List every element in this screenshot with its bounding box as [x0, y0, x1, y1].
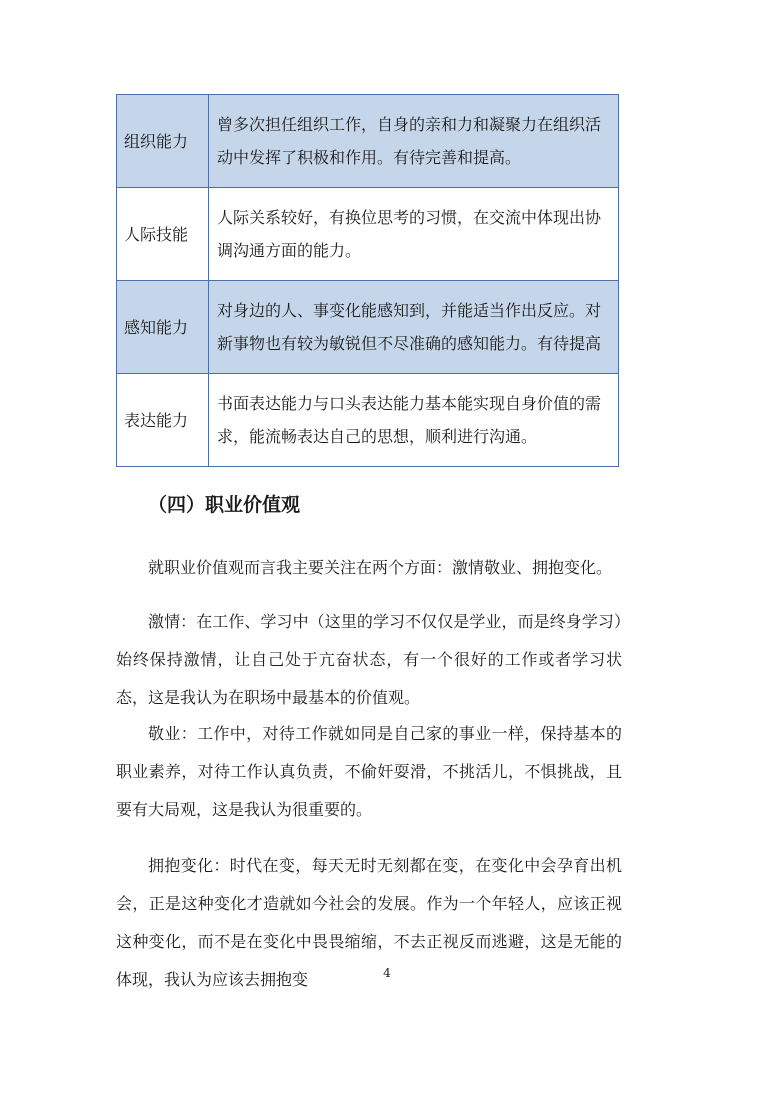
ability-label: 组织能力: [117, 95, 209, 188]
ability-description: 人际关系较好，有换位思考的习惯，在交流中体现出协调沟通方面的能力。: [209, 188, 619, 281]
paragraph-intro: 就职业价值观而言我主要关注在两个方面：激情敬业、拥抱变化。: [148, 558, 613, 577]
ability-description: 书面表达能力与口头表达能力基本能实现自身价值的需求，能流畅表达自己的思想，顺利进行沟通。: [209, 374, 619, 467]
table-row-organization: [117, 95, 619, 188]
ability-label: 人际技能: [117, 188, 209, 281]
paragraph-dedication: 敬业：工作中，对待工作就如同是自己家的事业一样，保持基本的职业素养，对待工作认真负责，不偷奸耍滑，不挑活儿，不惧挑战，且要有大局观，这是我认为很重要的。: [116, 724, 622, 819]
section-heading: （四）职业价值观: [148, 494, 301, 516]
ability-description: 曾多次担任组织工作，自身的亲和力和凝聚力在组织活动中发挥了积极和作用。有待完善和提高。: [209, 95, 619, 188]
paragraph-embrace-change: 拥抱变化：时代在变，每天无时无刻都在变，在变化中会孕育出机会，正是这种变化才造就如今社会的发展。作为一个年轻人，应该正视这种变化，而不是在变化中畏畏缩缩，不去正视反而逃避，这是无能的体现，我认为应该去拥抱变: [116, 856, 622, 989]
table-row-perception: [117, 281, 619, 374]
ability-label: 表达能力: [117, 374, 209, 467]
table-row-expression: [117, 374, 619, 467]
abilities-table: [116, 94, 619, 467]
page-number: 4: [383, 966, 391, 980]
ability-label: 感知能力: [117, 281, 209, 374]
paragraph-passion: 激情：在工作、学习中（这里的学习不仅仅是学业，而是终身学习）始终保持激情，让自己处于亢奋状态，有一个很好的工作或者学习状态，这是我认为在职场中最基本的价值观。: [116, 612, 622, 707]
table-row-interpersonal: [117, 188, 619, 281]
ability-description: 对身边的人、事变化能感知到，并能适当作出反应。对新事物也有较为敏锐但不尽准确的感知能力。有待提高: [209, 281, 619, 374]
